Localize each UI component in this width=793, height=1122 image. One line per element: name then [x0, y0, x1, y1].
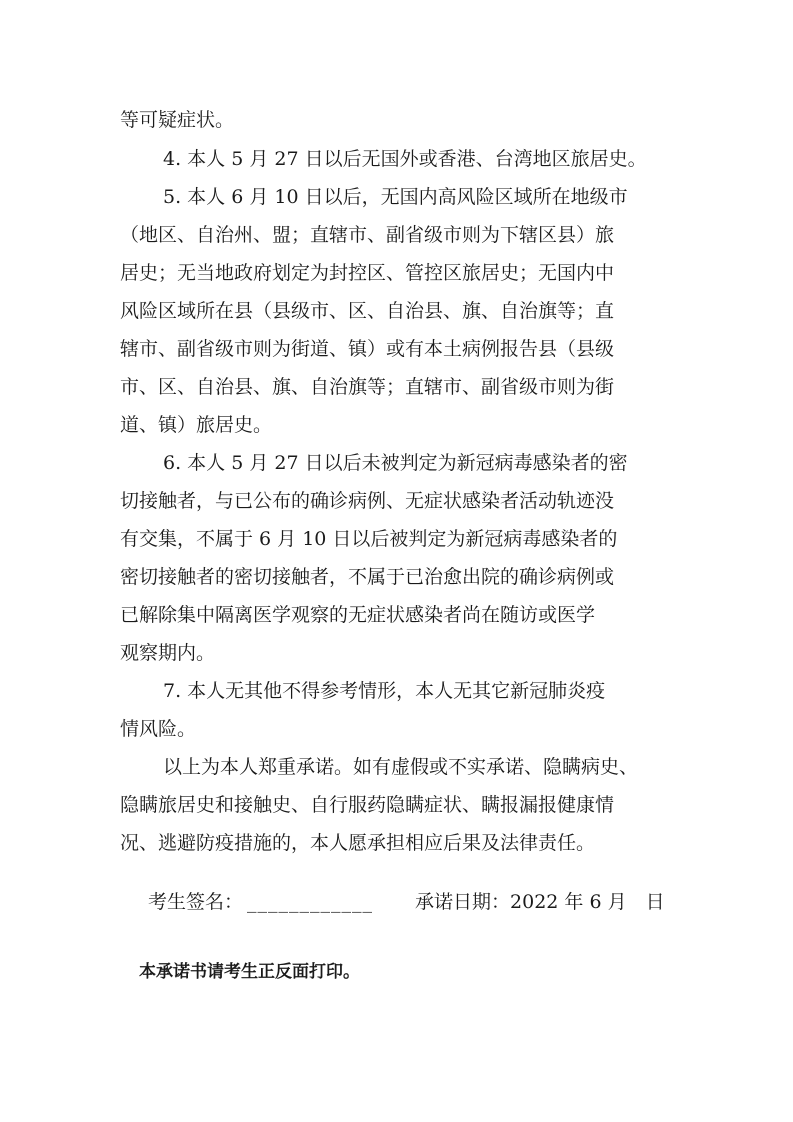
- pledge-line-2: 隐瞒旅居史和接触史、自行服药隐瞒症状、瞒报漏报健康情: [120, 794, 615, 816]
- date-value: 2022 年 6 月 日: [510, 891, 665, 913]
- item-6-line-4: 密切接触者的密切接触者，不属于已治愈出院的确诊病例或: [120, 566, 615, 588]
- pledge-line-3: 况、逃避防疫措施的，本人愿承担相应后果及法律责任。: [120, 832, 596, 854]
- signature-row: [148, 890, 665, 914]
- item-5-line-2: （地区、自治州、盟；直辖市、副省级市则为下辖区县）旅: [120, 224, 615, 246]
- pledge-line-1: 以上为本人郑重承诺。如有虚假或不实承诺、隐瞒病史、: [163, 756, 639, 778]
- pledge-date: [415, 890, 665, 914]
- item-5-line-6: 市、区、自治县、旗、自治旗等；直辖市、副省级市则为街: [120, 376, 615, 398]
- signature-blank[interactable]: ____________: [247, 891, 374, 913]
- item-4-line: 4. 本人 5 月 27 日以后无国外或香港、台湾地区旅居史。: [163, 148, 647, 170]
- item-6-line-3: 有交集，不属于 6 月 10 日以后被判定为新冠病毒感染者的: [120, 528, 618, 550]
- item-5-line-4: 风险区域所在县（县级市、区、自治县、旗、自治旗等；直: [120, 300, 615, 322]
- item-5-line-5: 辖市、副省级市则为街道、镇）或有本土病例报告县（县级: [120, 338, 615, 360]
- item-6-line-2: 切接触者，与已公布的确诊病例、无症状感染者活动轨迹没: [120, 490, 615, 512]
- item-5-line-3: 居史；无当地政府划定为封控区、管控区旅居史；无国内中: [120, 262, 615, 284]
- item-6-line-5: 已解除集中隔离医学观察的无症状感染者尚在随访或医学: [120, 604, 596, 626]
- item-5-line-7: 道、镇）旅居史。: [120, 414, 273, 436]
- paragraph-line: 等可疑症状。: [120, 109, 235, 131]
- item-5-line-1: 5. 本人 6 月 10 日以后，无国内高风险区域所在地级市: [163, 186, 628, 208]
- signature-label: 考生签名：: [148, 891, 244, 913]
- item-6-line-6: 观察期内。: [120, 642, 216, 664]
- item-7-line-1: 7. 本人无其他不得参考情形，本人无其它新冠肺炎疫: [163, 680, 606, 702]
- print-note: 本承诺书请考生正反面打印。: [139, 962, 360, 982]
- item-6-line-1: 6. 本人 5 月 27 日以后未被判定为新冠病毒感染者的密: [163, 452, 628, 474]
- date-label: 承诺日期：: [415, 891, 511, 913]
- item-7-line-2: 情风险。: [120, 718, 197, 740]
